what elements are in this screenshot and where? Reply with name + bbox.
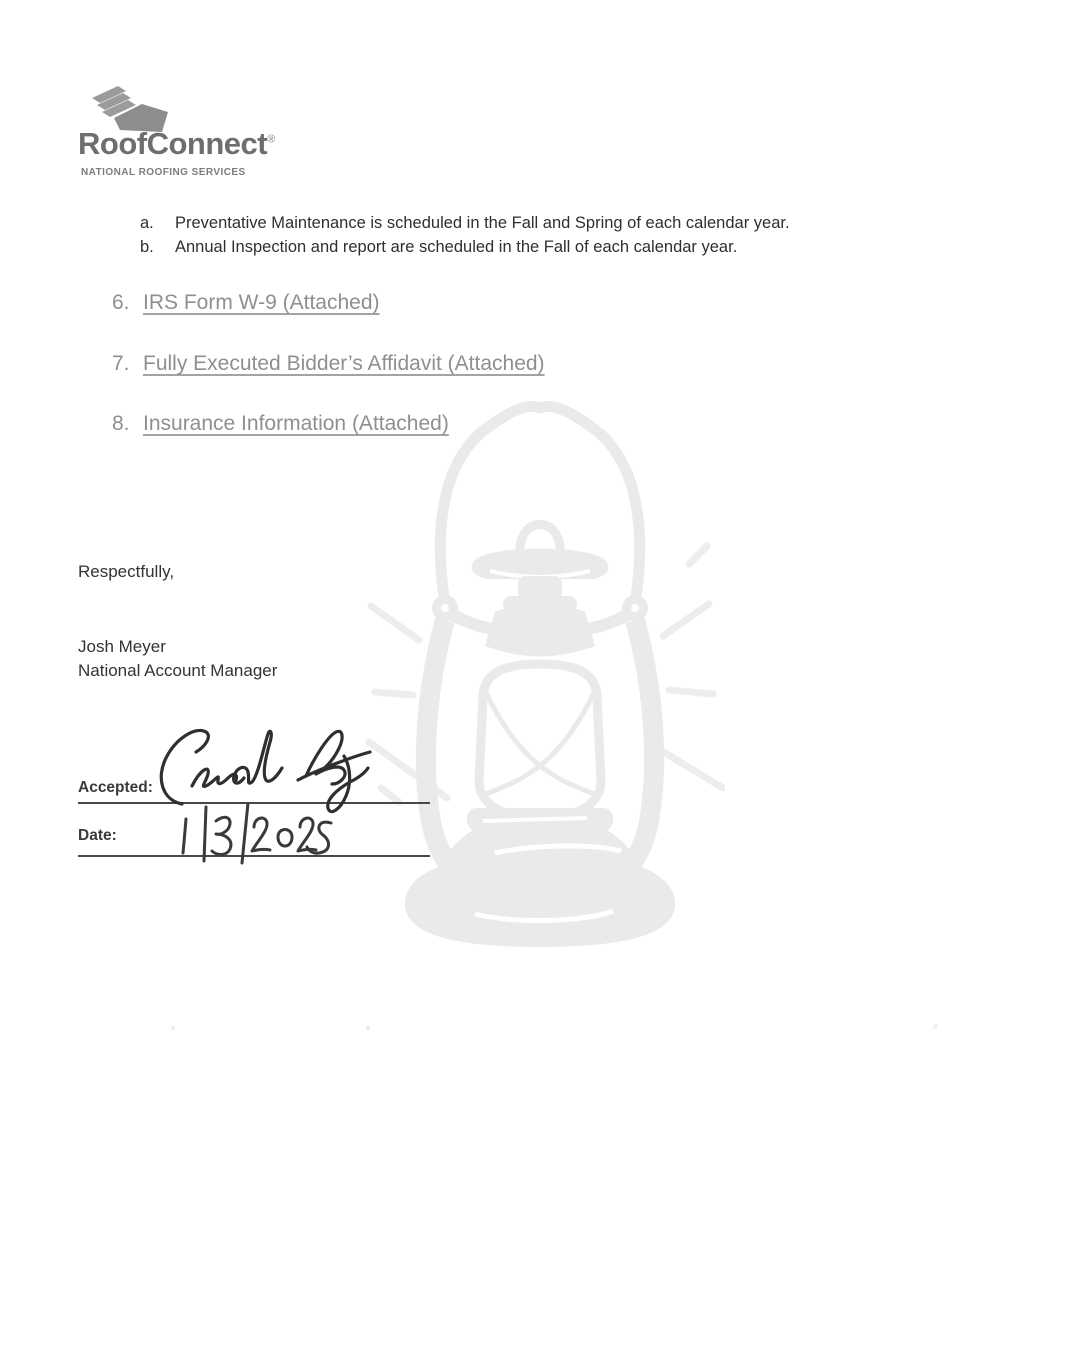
scan-artifact — [933, 1024, 938, 1029]
attachment-item-text: Fully Executed Bidder’s Affidavit (Attached) — [143, 352, 545, 375]
lantern-watermark-icon — [355, 398, 725, 958]
brand-name — [78, 126, 275, 162]
attachment-item-bidders-affidavit — [112, 352, 545, 376]
handwritten-date — [170, 803, 335, 865]
closing-salutation: Respectfully, — [78, 562, 175, 581]
list-item — [140, 235, 790, 259]
brand-tagline: NATIONAL ROOFING SERVICES — [81, 167, 246, 178]
scan-artifact — [366, 1026, 370, 1030]
signatory-title: National Account Manager — [78, 660, 278, 680]
list-marker: 8. — [112, 412, 130, 435]
schedule-notes-list — [140, 211, 790, 259]
list-item-text: Annual Inspection and report are scheduled in the Fall of each calendar year. — [175, 238, 738, 256]
date-label: Date: — [78, 827, 117, 844]
list-item-text: Preventative Maintenance is scheduled in the Fall and Spring of each calendar year. — [175, 214, 790, 232]
list-marker: 6. — [112, 291, 130, 314]
lantern-body — [405, 407, 675, 947]
scan-artifact — [171, 1026, 175, 1030]
signatory-name: Josh Meyer — [78, 637, 166, 656]
attachment-item-irs-w9 — [112, 291, 380, 315]
list-marker: b. — [140, 238, 154, 256]
attachment-item-insurance-info — [112, 412, 449, 436]
list-item — [140, 211, 790, 235]
brand-text: RoofConnect — [78, 126, 268, 161]
list-marker: a. — [140, 214, 154, 232]
accepted-label: Accepted: — [78, 779, 153, 796]
list-marker: 7. — [112, 352, 130, 375]
attachment-item-text: Insurance Information (Attached) — [143, 412, 449, 435]
signatory-block — [78, 635, 277, 682]
registered-mark: ® — [267, 133, 275, 146]
attachment-item-text: IRS Form W-9 (Attached) — [143, 291, 380, 314]
